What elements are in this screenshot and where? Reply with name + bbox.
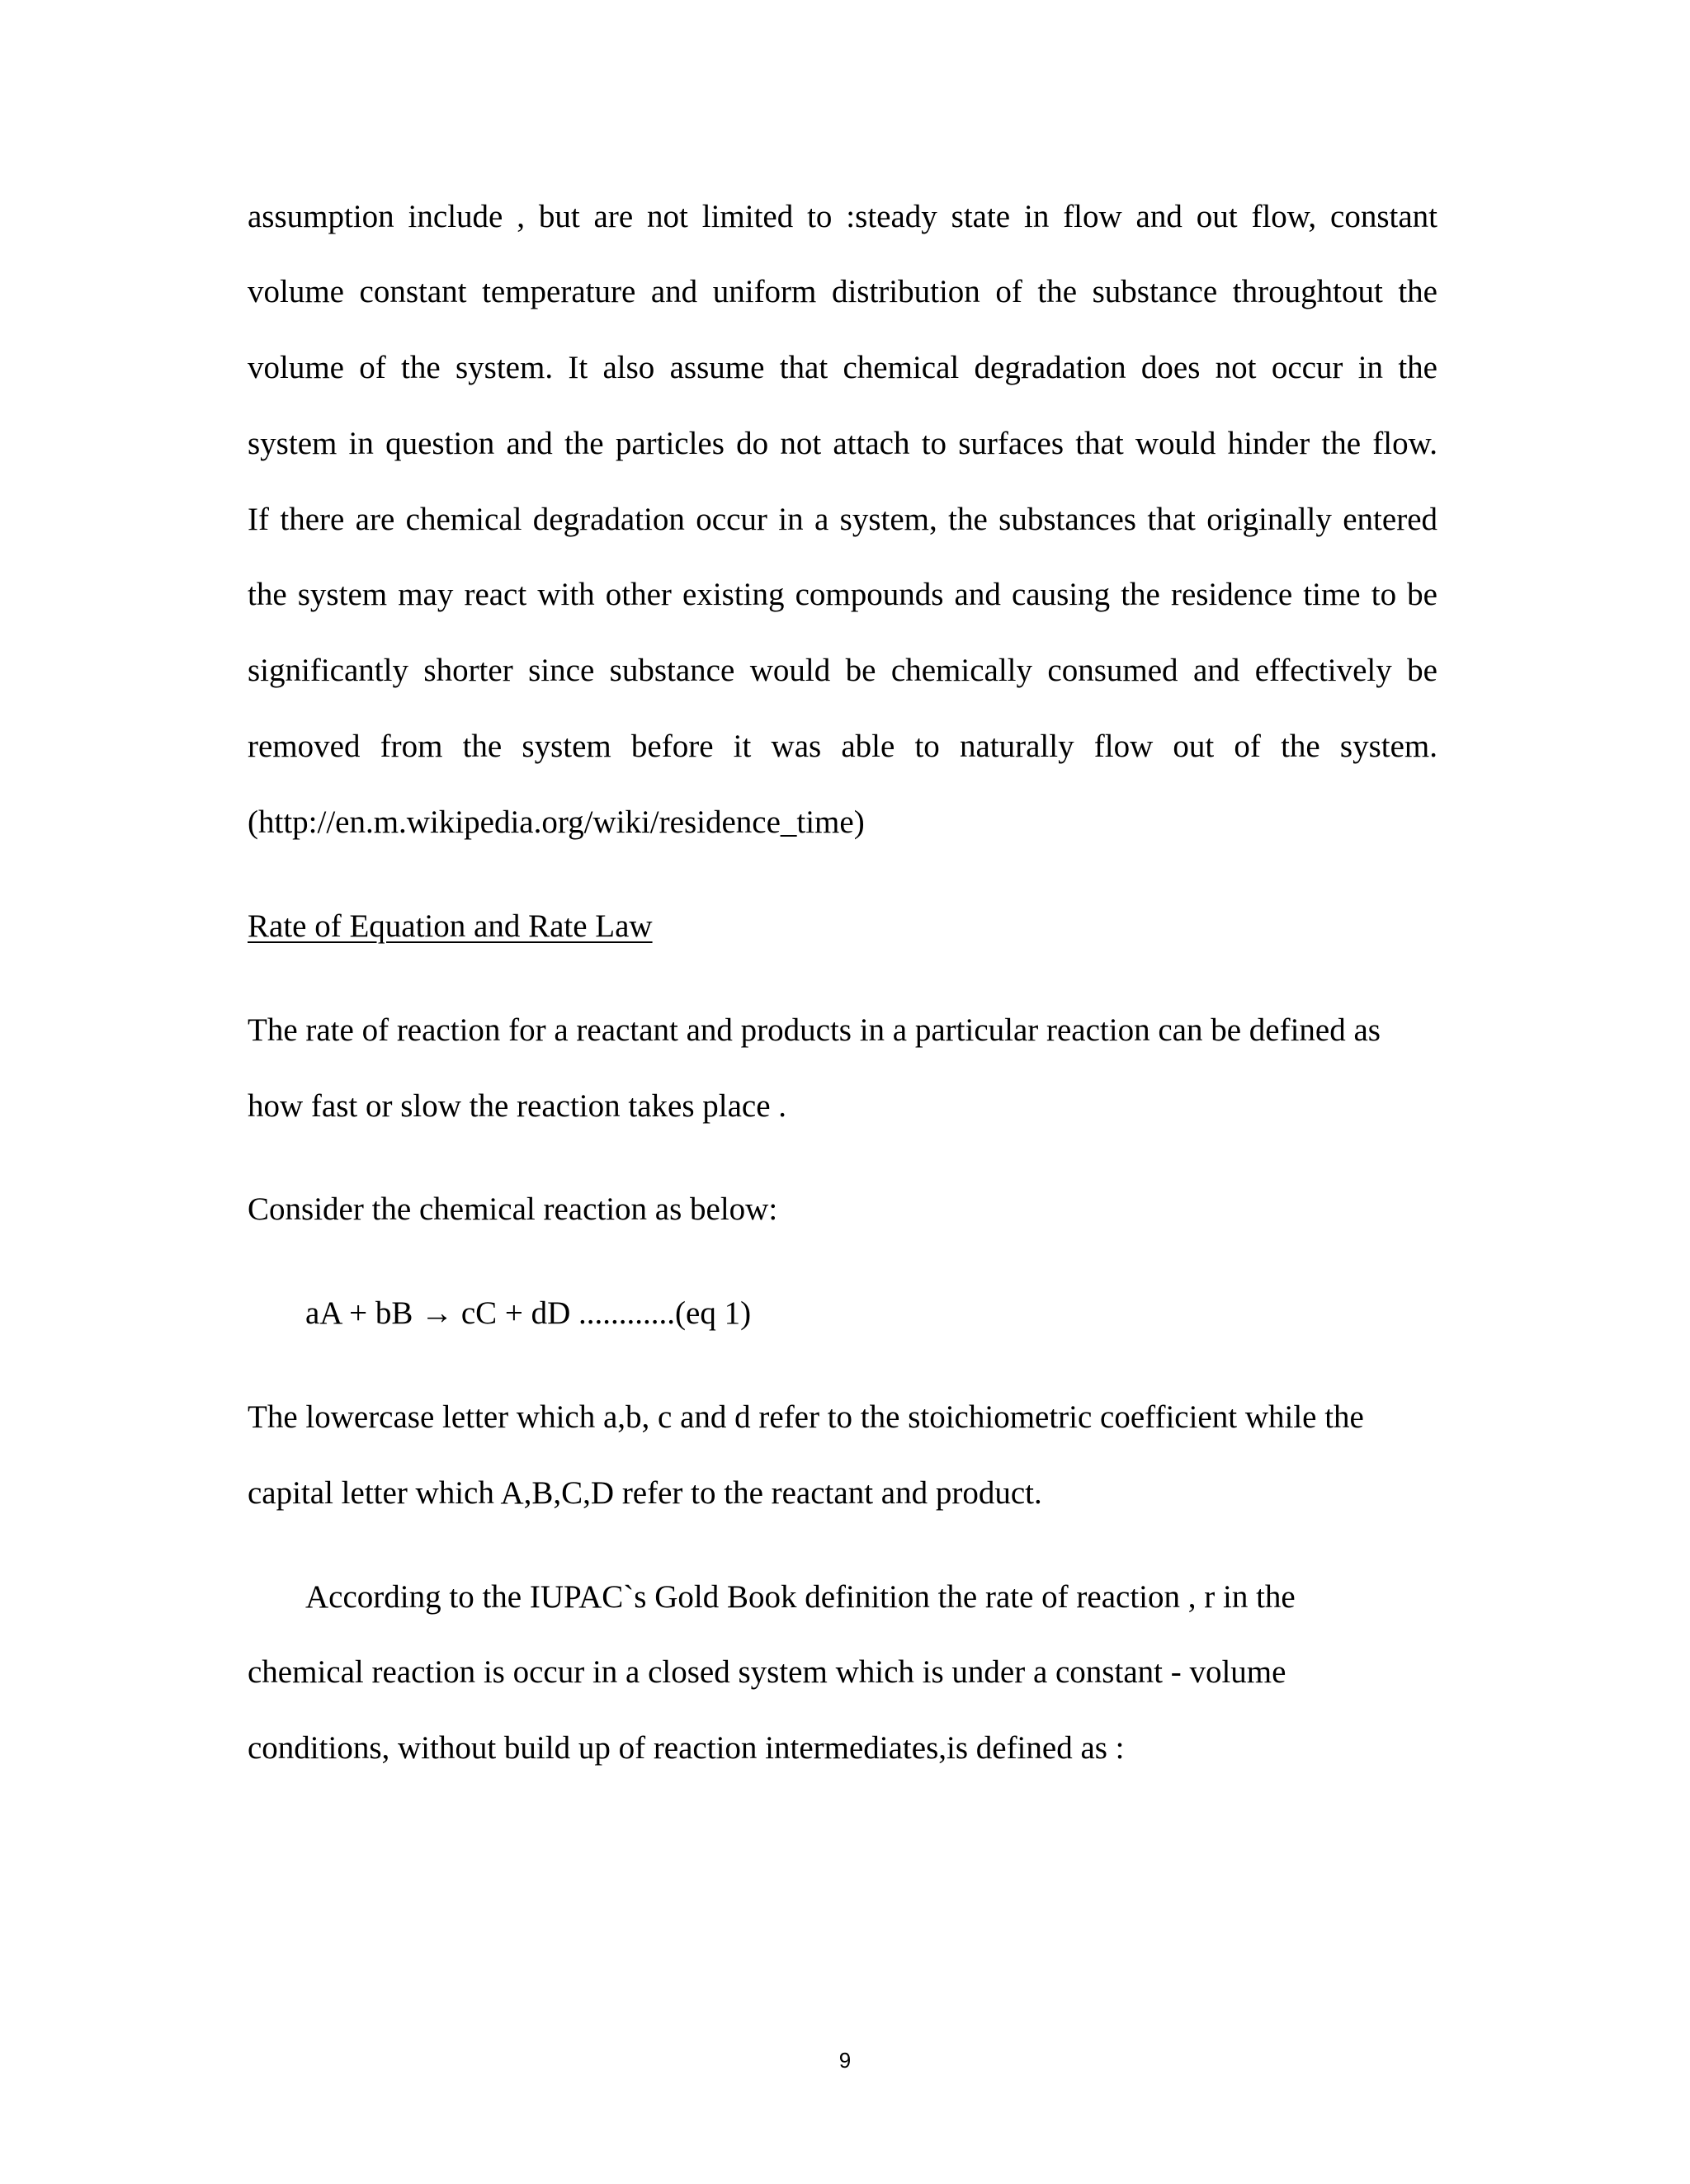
paragraph-4-line-2: capital letter which A,B,C,D refer to the reactant and product. xyxy=(248,1475,1042,1511)
paragraph-1-line-1: assumption include , but are not limited to :steady state in flow and out flow, constant xyxy=(248,199,1437,234)
paragraph-2-line-2: how fast or slow the reaction takes place . xyxy=(248,1088,787,1124)
paragraph-1-line-6: the system may react with other existing compounds and causing the residence time to be xyxy=(248,577,1437,612)
paragraph-5-line-1: According to the IUPAC`s Gold Book definition the rate of reaction , r in the xyxy=(305,1579,1296,1615)
paragraph-1-line-7: significantly shorter since substance would be chemically consumed and effectively be xyxy=(248,653,1437,688)
paragraph-3: Consider the chemical reaction as below: xyxy=(248,1191,778,1227)
page-number: 9 xyxy=(838,2048,852,2073)
paragraph-4-line-1: The lowercase letter which a,b, c and d refer to the stoichiometric coefficient while the xyxy=(248,1399,1364,1435)
paragraph-5-line-2: chemical reaction is occur in a closed system which is under a constant - volume xyxy=(248,1654,1286,1690)
reaction-equation: aA + bB → cC + dD ............(eq 1) xyxy=(305,1295,752,1331)
paragraph-1-line-9: (http://en.m.wikipedia.org/wiki/residence_time) xyxy=(248,804,865,840)
paragraph-5-line-3: conditions, without build up of reaction intermediates,is defined as : xyxy=(248,1730,1125,1766)
section-heading: Rate of Equation and Rate Law xyxy=(248,908,653,944)
paragraph-1-line-8: removed from the system before it was able to naturally flow out of the system. xyxy=(248,729,1437,764)
paragraph-1-line-5: If there are chemical degradation occur in a system, the substances that originally entered xyxy=(248,502,1437,537)
paragraph-1-line-3: volume of the system. It also assume that chemical degradation does not occur in the xyxy=(248,350,1437,385)
paragraph-2-line-1: The rate of reaction for a reactant and products in a particular reaction can be defined as xyxy=(248,1012,1381,1048)
paragraph-1-line-2: volume constant temperature and uniform distribution of the substance throughtout the xyxy=(248,274,1437,309)
paragraph-1-line-4: system in question and the particles do not attach to surfaces that would hinder the flow. xyxy=(248,426,1437,461)
